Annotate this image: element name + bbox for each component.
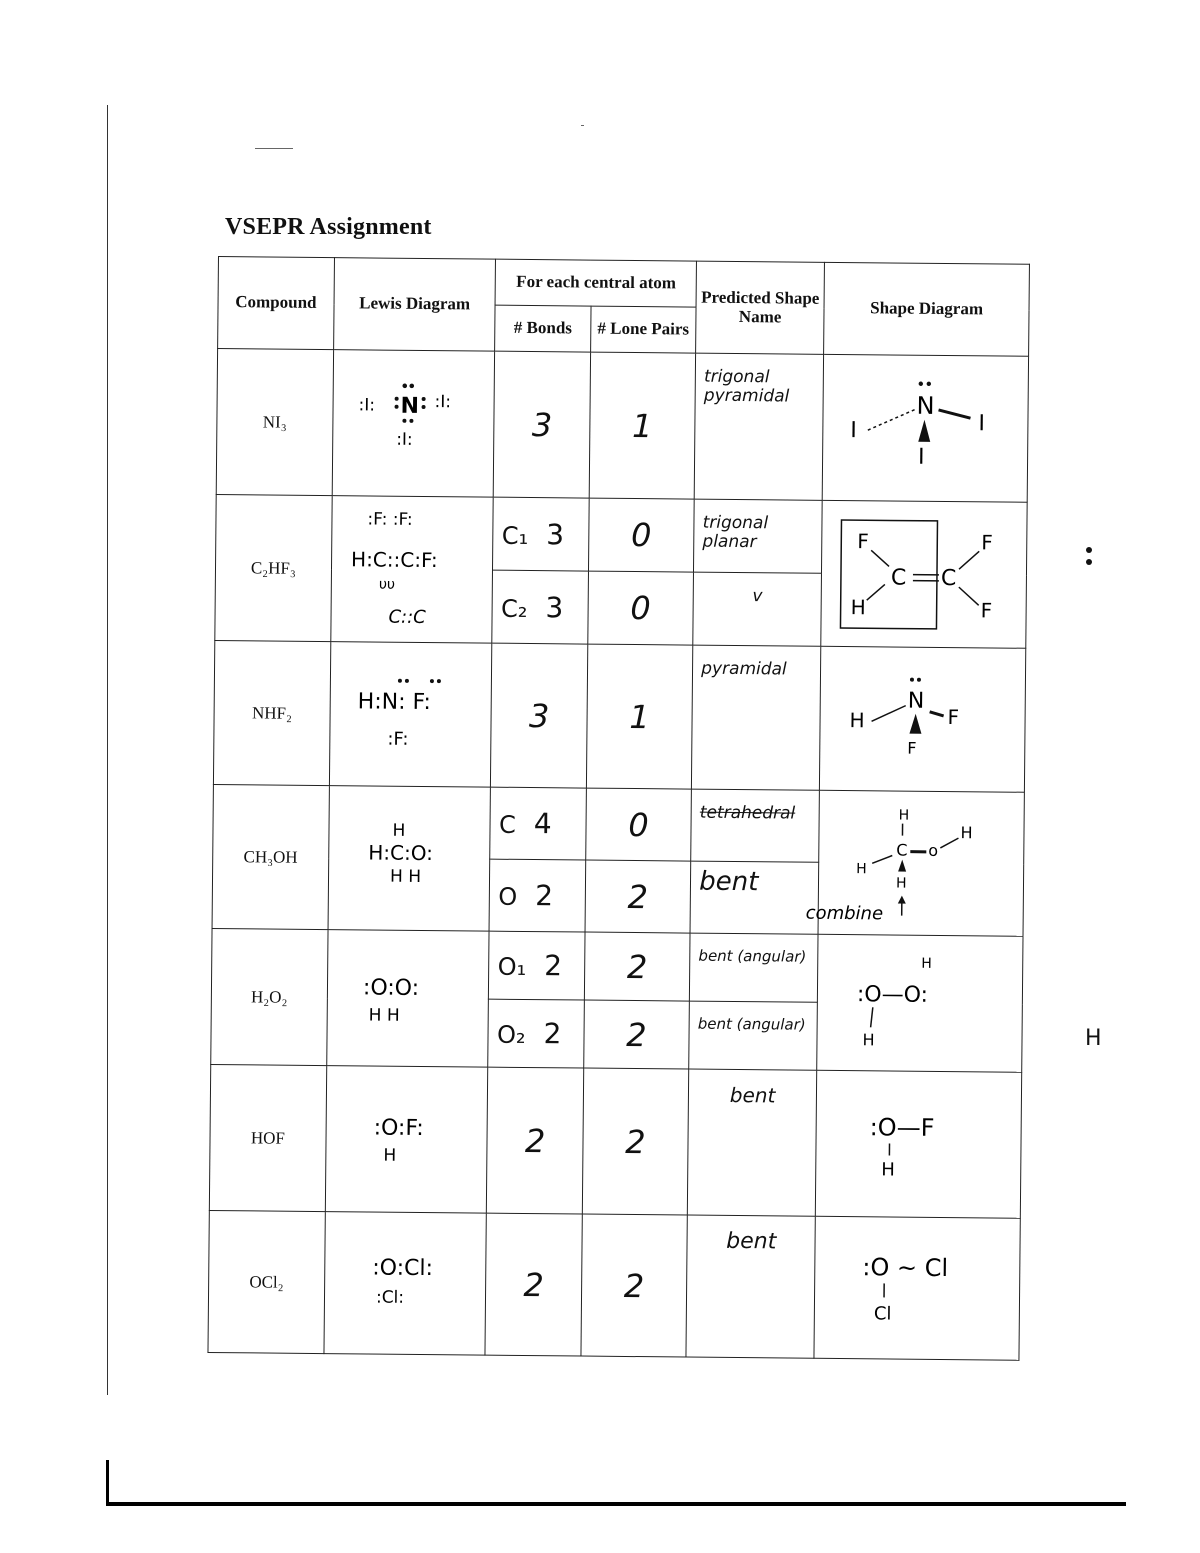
shape-drawing xyxy=(822,1235,1013,1337)
svg-text::O—O:: :O—O: xyxy=(856,982,929,1008)
lewis-drawing xyxy=(330,1230,481,1331)
svg-text:H:C:O:: H:C:O: xyxy=(368,840,434,866)
vsepr-table-sheet xyxy=(207,256,1044,1404)
lewis-drawing xyxy=(336,496,487,637)
bonds-cell-c2 xyxy=(492,570,588,644)
shape-name-cell-c: tetrahedral xyxy=(691,789,820,862)
svg-text:H: H xyxy=(960,823,973,843)
svg-text::O:F:: :O:F: xyxy=(373,1115,424,1142)
lewis-diagram-h2o2 xyxy=(326,930,489,1068)
combine-note: combine xyxy=(805,902,884,925)
svg-text:F: F xyxy=(907,738,917,758)
header-central-atom: For each central atom xyxy=(496,259,697,307)
svg-text::O—F: :O—F xyxy=(869,1113,935,1142)
svg-text:H:C::C:F:: H:C::C:F: xyxy=(351,547,438,573)
lone-pairs-cell-o2: 2 xyxy=(583,1000,689,1069)
shape-name-cell: bent xyxy=(686,1215,815,1358)
svg-text:F: F xyxy=(857,529,870,554)
vsepr-table xyxy=(207,256,1029,1361)
svg-text:I: I xyxy=(918,444,925,470)
header-lewis-diagram: Lewis Diagram xyxy=(333,258,496,352)
svg-text::F:: :F: xyxy=(387,728,409,750)
lone-pairs-cell: 2 xyxy=(582,1068,689,1215)
atom-label: O xyxy=(498,882,518,911)
page-title: VSEPR Assignment xyxy=(225,214,432,240)
atom-label: C₂ xyxy=(500,594,528,623)
svg-text::O ~ Cl: :O ~ Cl xyxy=(862,1253,949,1283)
svg-text:H: H xyxy=(383,1145,397,1166)
svg-text:υυ: υυ xyxy=(378,576,396,593)
shape-name-cell-c2: v xyxy=(693,572,822,646)
svg-text::I:: :I: xyxy=(434,392,452,413)
lewis-diagram-nhf2 xyxy=(329,642,492,788)
svg-text:C: C xyxy=(896,840,908,860)
bonds-value: 4 xyxy=(533,807,552,841)
svg-text:H:N: F:: H:N: F: xyxy=(357,689,432,716)
header-shape-diagram: Shape Diagram xyxy=(824,262,1030,356)
shape-diagram-ni3 xyxy=(822,354,1028,502)
lewis-drawing xyxy=(332,940,483,1051)
svg-text:H: H xyxy=(921,955,932,972)
svg-text:H: H xyxy=(392,820,406,841)
shape-name-cell: trigonal pyramidal xyxy=(694,353,823,500)
svg-text:o: o xyxy=(928,840,939,860)
svg-text::O:Cl:: :O:Cl: xyxy=(372,1255,434,1282)
bonds-cell: 3 xyxy=(494,351,591,498)
shape-diagram-ch3oh xyxy=(805,790,1024,936)
svg-text:C: C xyxy=(890,565,907,591)
lewis-drawing xyxy=(338,360,489,481)
shape-diagram-nhf2 xyxy=(820,646,1026,792)
lewis-drawing xyxy=(331,1086,482,1187)
shape-drawing xyxy=(824,945,1015,1057)
table-row-ni3 xyxy=(216,349,1028,503)
bonds-cell-c xyxy=(490,787,586,860)
shape-drawing xyxy=(805,795,1017,927)
shape-diagram-hof xyxy=(815,1070,1021,1218)
svg-text:C: C xyxy=(940,565,957,592)
bonds-cell: 3 xyxy=(491,643,588,788)
scan-speck xyxy=(255,148,293,149)
lone-pairs-cell-c2: 0 xyxy=(587,571,693,645)
svg-text:N: N xyxy=(400,393,420,419)
header-row xyxy=(218,257,1029,311)
table-row-c2hf3 xyxy=(216,494,1028,575)
table-row-nhf2 xyxy=(213,640,1025,792)
header-compound: Compound xyxy=(218,257,335,350)
header-lone-pairs: # Lone Pairs xyxy=(590,306,696,353)
bonds-cell-c1 xyxy=(493,497,589,571)
table-row-hof xyxy=(209,1064,1021,1218)
svg-text:H: H xyxy=(898,807,910,824)
compound-cell: H₂O₂ xyxy=(211,928,328,1065)
svg-text::Cl:: :Cl: xyxy=(376,1287,405,1308)
svg-text:N: N xyxy=(907,688,925,714)
lone-pairs-cell: 1 xyxy=(586,644,693,789)
svg-text::F: :F:: :F: :F: xyxy=(367,509,413,530)
lone-pairs-cell-c1: 0 xyxy=(588,498,694,572)
page-corner-mark-horizontal xyxy=(106,1502,1126,1506)
svg-text::I:: :I: xyxy=(396,429,413,450)
lone-pairs-cell-o1: 2 xyxy=(584,932,690,1001)
svg-text:F: F xyxy=(981,530,993,555)
svg-text:F: F xyxy=(980,598,993,623)
scan-speck xyxy=(581,125,584,126)
bonds-value: 3 xyxy=(546,517,565,551)
compound-cell: C₂HF₃ xyxy=(215,494,332,641)
svg-text:H H: H H xyxy=(368,1005,400,1026)
lewis-diagram-ch3oh xyxy=(328,786,491,932)
svg-text::O:O:: :O:O: xyxy=(362,975,420,1001)
svg-text:H: H xyxy=(862,1030,875,1050)
stray-dots xyxy=(1086,547,1092,571)
page-margin-line xyxy=(107,105,108,1395)
compound-cell: OCl₂ xyxy=(208,1210,325,1353)
lone-pairs-cell-c: 0 xyxy=(585,788,691,861)
bonds-value: 2 xyxy=(535,879,554,913)
svg-text:H: H xyxy=(881,1159,895,1181)
svg-text:H: H xyxy=(849,708,865,733)
lone-pairs-cell: 1 xyxy=(589,352,696,499)
shape-name-cell-o2: bent (angular) xyxy=(689,1001,818,1070)
lewis-diagram-ni3 xyxy=(332,350,495,498)
table-row-ch3oh xyxy=(213,784,1025,864)
bonds-cell: 2 xyxy=(487,1067,584,1214)
svg-text:F: F xyxy=(947,705,960,730)
table-row-h2o2 xyxy=(211,928,1023,1004)
header-bonds: # Bonds xyxy=(495,305,591,352)
shape-drawing xyxy=(830,365,1021,487)
shape-name-cell-o1: bent (angular) xyxy=(690,933,819,1002)
svg-text:H H: H H xyxy=(390,866,422,887)
svg-text:I: I xyxy=(978,411,986,437)
lone-pairs-cell: 2 xyxy=(581,1214,688,1357)
lewis-diagram-c2hf3 xyxy=(331,496,494,644)
margin-note: H xyxy=(1085,1026,1102,1051)
lewis-diagram-hof xyxy=(325,1066,488,1214)
lewis-note: C::C xyxy=(388,606,426,629)
shape-diagram-ocl2 xyxy=(814,1216,1020,1360)
bonds-cell-o1 xyxy=(489,931,585,1000)
shape-drawing xyxy=(823,1091,1014,1193)
lewis-drawing xyxy=(335,656,486,767)
atom-label: O₂ xyxy=(496,1020,526,1049)
table-row-ocl2 xyxy=(208,1210,1020,1360)
atom-label: O₁ xyxy=(497,952,527,981)
compound-cell: NI₃ xyxy=(216,349,333,496)
page-corner-mark-vertical xyxy=(106,1460,109,1506)
lewis-drawing xyxy=(334,795,485,916)
bonds-cell-o2 xyxy=(488,999,584,1068)
svg-text:H: H xyxy=(850,595,866,620)
shape-name-cell-c1: trigonal planar xyxy=(694,499,823,573)
lewis-diagram-ocl2 xyxy=(324,1212,487,1356)
svg-text:N: N xyxy=(916,391,935,420)
svg-text:Cl: Cl xyxy=(873,1303,892,1325)
header-shape-name: Predicted Shape Name xyxy=(696,261,825,354)
compound-cell: NHF₂ xyxy=(213,640,330,785)
svg-text:H: H xyxy=(856,861,867,878)
bonds-cell: 2 xyxy=(485,1213,582,1356)
compound-cell: HOF xyxy=(209,1064,326,1211)
shape-diagram-h2o2 xyxy=(817,934,1023,1072)
atom-label: C xyxy=(498,810,516,839)
bonds-value: 3 xyxy=(545,590,564,624)
compound-cell: CH₃OH xyxy=(212,784,329,929)
bonds-value: 2 xyxy=(544,949,563,983)
atom-label: C₁ xyxy=(501,521,529,550)
shape-drawing xyxy=(827,661,1018,773)
shape-name-cell: bent xyxy=(687,1069,816,1216)
bonds-value: 2 xyxy=(543,1017,562,1051)
shape-name-cell-o: bent xyxy=(690,861,819,934)
svg-text:I: I xyxy=(850,418,858,444)
shape-name-cell: pyramidal xyxy=(692,645,821,790)
lone-pairs-cell-o: 2 xyxy=(585,860,691,933)
svg-text::I:: :I: xyxy=(358,395,376,416)
shape-diagram-c2hf3 xyxy=(821,500,1027,648)
shape-drawing xyxy=(828,506,1019,638)
svg-text:H: H xyxy=(896,875,907,892)
bonds-cell-o xyxy=(490,859,586,932)
